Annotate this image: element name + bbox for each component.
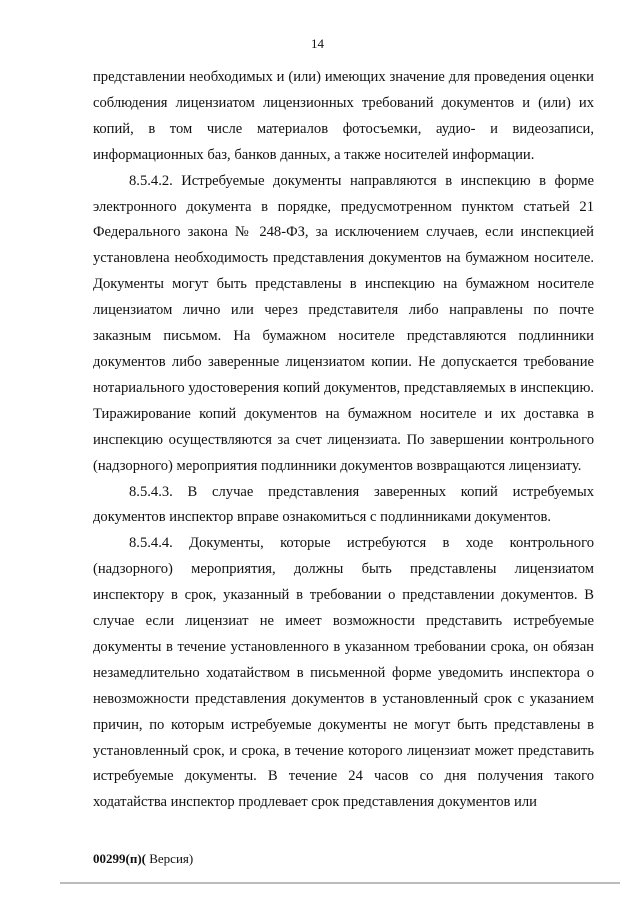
scan-edge-line [60,882,620,884]
document-code [93,851,193,867]
document-code-version: Версия) [145,851,194,866]
document-code-number: 00299(п)( [93,851,146,866]
paragraph-continuation: представлении необходимых и (или) имеющих значение для проведения оценки соблюдения лицензиатом лицензионных требований документов и (или) их копий, в том числе материалов фотосъемки, аудио- и видеозаписи, информационных баз, банков данных, а также носителей информации. [93,69,594,163]
page-number: 14 [311,36,324,51]
paragraph-8-5-4-2: 8.5.4.2. Истребуемые документы направляются в инспекцию в форме электронного документа в порядке, предусмотренном пунктом статьей 21 Федерального закона № 248-ФЗ, за исключением случаев, если инспекцией установлена необходимость представления документов на бумажном носителе. Документы могут быть представлены в инспекцию на бумажном носителе лицензиатом лично или через представителя либо направлены по почте заказным письмом. На бумажном носителе представляются подлинники документов либо заверенные лицензиатом копии. Не допускается требование нотариального удостоверения копий документов, представляемых в инспекцию. Тиражирование копий документов на бумажном носителе и их доставка в инспекцию осуществляются за счет лицензиата. По завершении контрольного (надзорного) мероприятия подлинники документов возвращаются лицензиату. [93,172,594,474]
paragraph-8-5-4-4: 8.5.4.4. Документы, которые истребуются в ходе контрольного (надзорного) мероприятия, должны быть представлены лицензиатом инспектору в срок, указанный в требовании о представлении документов. В случае если лицензиат не имеет возможности представить истребуемые документы в течение установленного в указанном требовании срока, он обязан незамедлительно ходатайством в письменной форме уведомить инспектора о невозможности представления документов в установленный срок с указанием причин, по которым истребуемые документы не могут быть представлены в установленный срок, и срока, в течение которого лицензиат может представить истребуемые документы. В течение 24 часов со дня получения такого ходатайства инспектор продлевает срок представления документов или [93,535,594,811]
body-text [93,65,594,816]
paragraph-8-5-4-3: 8.5.4.3. В случае представления заверенных копий истребуемых документов инспектор вправе ознакомиться с подлинниками документов. [93,483,594,526]
